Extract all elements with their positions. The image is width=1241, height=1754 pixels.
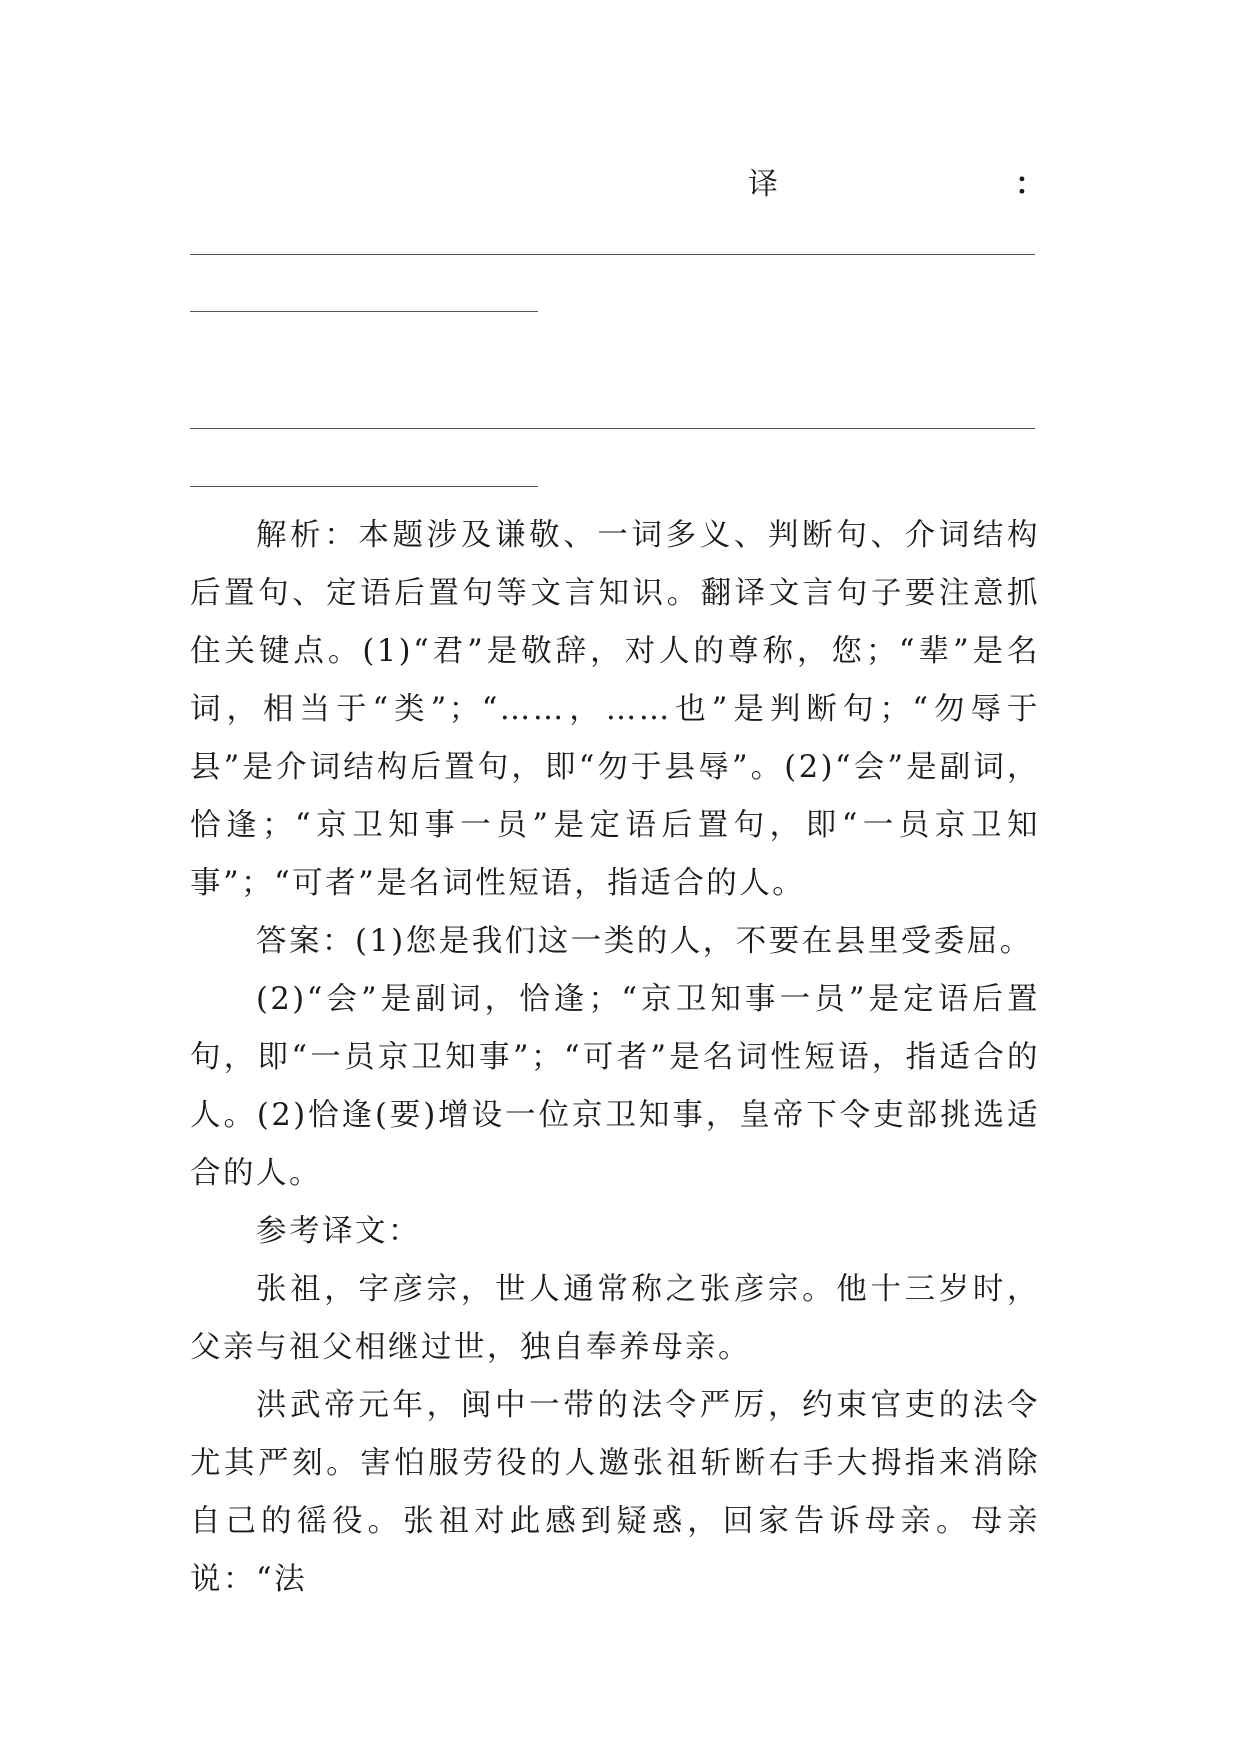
answer-blank-line-3 xyxy=(190,428,1035,429)
heading-colon: ： xyxy=(1015,167,1045,202)
answer-blank-line-4 xyxy=(190,486,538,487)
translation-heading: 参考译文： xyxy=(256,1214,421,1249)
answer-blank-line-2 xyxy=(190,311,538,312)
answer-paragraph-2: (2)“会”是副词，恰逢；“京卫知事一员”是定语后置句，即“一员京卫知事”；“可者”是名词性短语，指适合的人。(2)恰逢(要)增设一位京卫知事，皇帝下令吏部挑选适合的人。 xyxy=(190,982,1040,1191)
answer-paragraph-1: 答案：(1)您是我们这一类的人，不要在县里受委屈。 xyxy=(256,924,1033,959)
heading-char-left: 译 xyxy=(748,167,778,202)
translation-paragraph-2: 洪武帝元年，闽中一带的法令严厉，约束官吏的法令尤其严刻。害怕服劳役的人邀张祖斩断右手大拇指来消除自己的徭役。张祖对此感到疑惑，回家告诉母亲。母亲说：“法 xyxy=(190,1388,1040,1597)
analysis-paragraph: 解析：本题涉及谦敬、一词多义、判断句、介词结构后置句、定语后置句等文言知识。翻译文言句子要注意抓住关键点。(1)“君”是敬辞，对人的尊称，您；“辈”是名词，相当于“类”；“……，……也”是判断句；“勿辱于县”是介词结构后置句，即“勿于县辱”。(2)“会”是副词，恰逢；“京卫知事一员”是定语后置句，即“一员京卫知事”；“可者”是名词性短语，指适合的人。 xyxy=(190,518,1040,901)
answer-blank-line-1 xyxy=(190,254,1035,255)
translation-paragraph-1: 张祖，字彦宗，世人通常称之张彦宗。他十三岁时，父亲与祖父相继过世，独自奉养母亲。 xyxy=(190,1272,1040,1365)
